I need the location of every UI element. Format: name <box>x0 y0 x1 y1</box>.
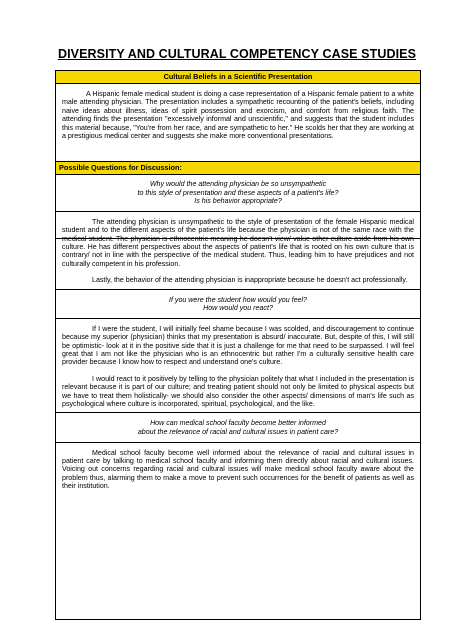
answer-3 <box>56 442 420 491</box>
question-2-line: If you were the student how would you feel? <box>168 295 308 304</box>
answer-1-paragraph: The attending physician is unsympathetic to the style of presentation of the female Hispanic medical student and to the different aspects of the patient's life because the physician is not of the same race with the medical student. The physician is ethnocentric meaning he doesn't view/ value other culture aside from his own culture. He has different perspectives about the aspects of patient's life that is rooted on his own culture that is contrary/ not in line with the perspective of the medical student. Thus, leading him to have prejudices and not culturally competent in his profession. <box>62 217 414 268</box>
question-1 <box>56 174 420 211</box>
answer-2-paragraph: I would react to it positively by telling to the physician politely that what I included in the presentation is relevant because it is part of our culture; and treating patient should not only be limited to physical aspects but we have to treat them holistically- we should also consider the other aspects/ dimensions of man's life such as psychological where culture is incorporated, spiritual, psychological, and the like. <box>62 374 414 409</box>
question-1-line: Is his behavior appropriate? <box>194 197 282 206</box>
question-1-line: Why would the attending physician be so unsympathetic <box>149 180 327 188</box>
questions-header: Possible Questions for Discussion: <box>56 161 420 174</box>
question-2-line: How would you react? <box>203 304 273 313</box>
question-1-line: to this style of presentation and these aspects of a patient's life? <box>137 188 339 197</box>
question-2 <box>56 289 420 318</box>
answer-2-paragraph: If I were the student, I will initially feel shame because I was scolded, and discouragement to continue because my superior (physician) thinks that my presentation is absurd/ inaccurate. But, despite of this, I will still be optimistic- look at it in the positive side that it is just a challenge for me that need to be surpassed. I will feel great that I am not like the physician who is an ethnocentric but rather I'm a culturally sensitive health care provider because I know how to respect and understand one's culture. <box>62 324 414 367</box>
question-3 <box>56 412 420 441</box>
answer-1 <box>56 211 420 289</box>
answer-3-paragraph: Medical school faculty become well informed about the relevance of racial and cultural issues in patient care by talking to medical school faculty and informing them directly about racial and cultural issues. Voicing out concerns regarding racial and cultural issues will make medical school faculty aware about the problem thus, alarming them to make a move to prevent such occurrences for the benefit of patients as well as their institution. <box>62 448 414 491</box>
section-header: Cultural Beliefs in a Scientific Presentation <box>56 71 420 83</box>
case-description: A Hispanic female medical student is doing a case representation of a Hispanic female patient to a white male attending physician. The presentation includes a sympathetic recounting of the patient's beliefs, including naive ideas about illness, ideas of spirit possession and exorcism, and comfort from religious faith. The attending finds the presentation "excessively informal and unscientific," and suggests that the student includes this material because, "You're from her race, and are sympathetic to her." He scolds her that they are working at a prestigious medical center and suggests she make more conventional presentations. <box>62 90 414 141</box>
discussion-box <box>55 161 421 620</box>
question-3-line: How can medical school faculty become better informed <box>150 419 326 428</box>
answer-1-paragraph: Lastly, the behavior of the attending physician is inappropriate because he doesn't act professionally. <box>92 276 408 285</box>
question-3-line: about the relevance of racial and cultural issues in patient care? <box>137 428 339 437</box>
document-title: DIVERSITY AND CULTURAL COMPETENCY CASE STUDIES <box>57 47 417 61</box>
answer-2 <box>56 318 420 413</box>
